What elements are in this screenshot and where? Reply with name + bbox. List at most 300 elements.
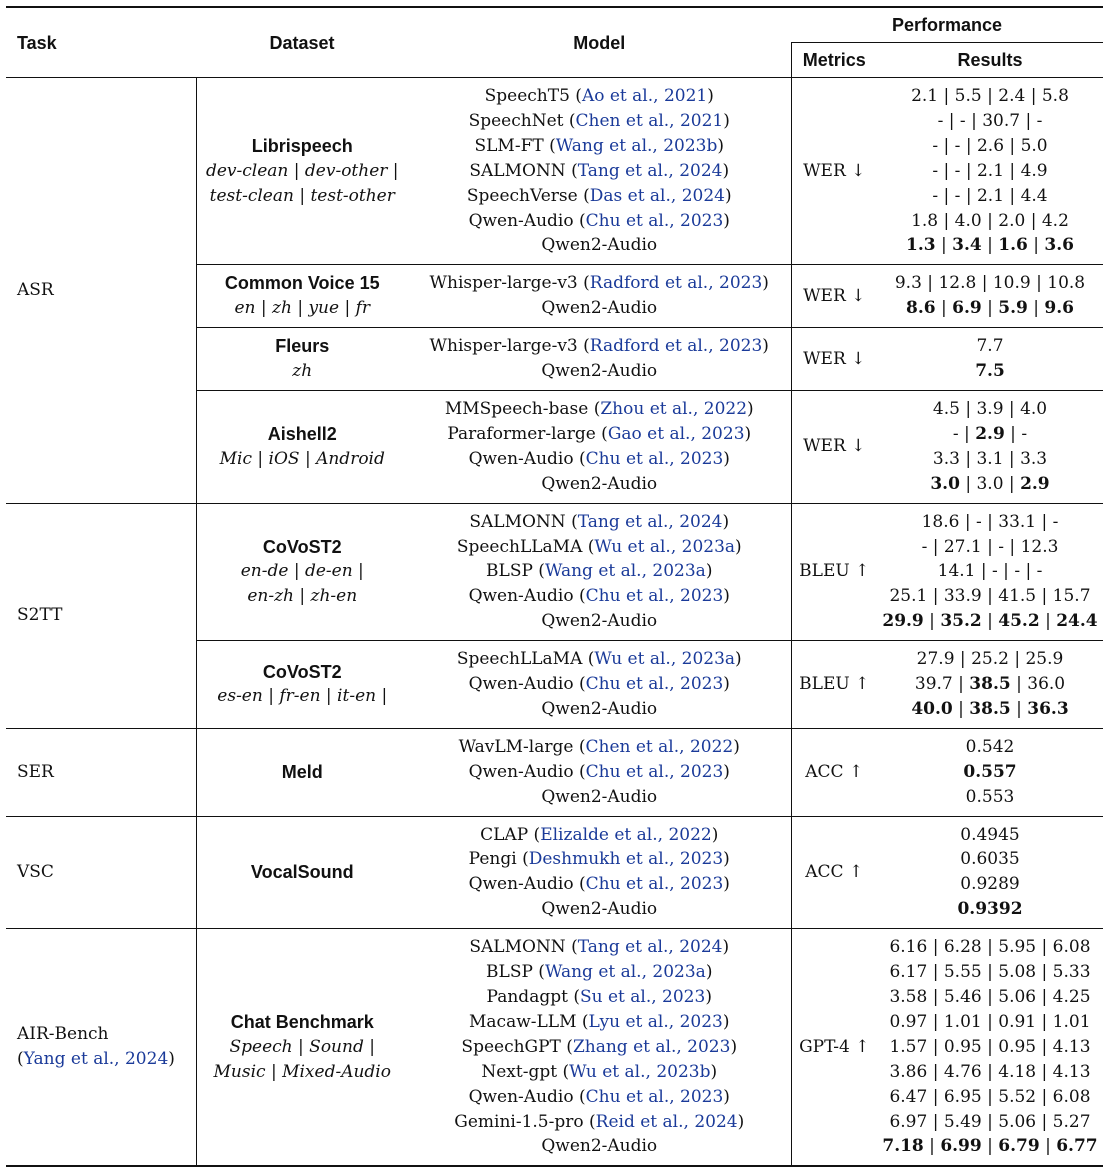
result-value: 41.5 <box>998 586 1037 607</box>
dataset-cell <box>196 390 408 503</box>
citation-link[interactable]: Ao et al., 2021 <box>581 86 708 106</box>
result-value: 5.49 <box>943 1111 982 1132</box>
result-value: 6.28 <box>943 937 982 958</box>
model-entry <box>408 233 791 258</box>
result-value: 5.33 <box>1052 962 1091 983</box>
result-value: 5.5 <box>954 86 982 106</box>
result-value: 2.1 <box>976 185 1005 206</box>
result-entry: 8.6 | 6.9 | 5.9 | 9.6 <box>906 298 1074 319</box>
metric-cell: WER ↓ <box>791 265 877 328</box>
model-name: Qwen2-Audio <box>541 473 658 494</box>
model-name: SpeechNet <box>468 110 564 131</box>
model-name: Qwen2-Audio <box>541 698 658 719</box>
result-entry: 6.17 | 5.55 | 5.08 | 5.33 <box>889 962 1091 983</box>
result-value: 1.01 <box>943 1011 982 1032</box>
model-entry: Qwen-Audio (Chu et al., 2023) <box>468 1086 730 1107</box>
results-cell <box>877 929 1103 1167</box>
model-name: Qwen2-Audio <box>541 611 658 632</box>
result-value: 38.5 <box>969 674 1011 695</box>
model-entry: CLAP (Elizalde et al., 2022) <box>480 824 719 845</box>
result-value: 4.5 <box>932 398 960 419</box>
result-entry: 14.1 | - | - | - <box>937 561 1043 582</box>
model-name: Qwen-Audio <box>468 674 574 695</box>
header-task: Task <box>6 7 196 78</box>
result-value: 3.9 <box>976 398 1004 419</box>
model-entry: WavLM-large (Chen et al., 2022) <box>458 736 740 757</box>
result-value: 3.6 <box>1044 235 1074 256</box>
result-value: 29.9 <box>882 611 924 632</box>
result-value: 0.9289 <box>960 874 1020 895</box>
metric-cell: GPT-4 ↑ <box>791 929 877 1167</box>
result-value: 5.08 <box>998 962 1037 983</box>
citation-link[interactable]: Chu et al., 2023 <box>585 874 724 895</box>
result-value: 5.0 <box>1020 135 1048 156</box>
result-value: 4.2 <box>1041 210 1069 231</box>
result-entry: 6.16 | 6.28 | 5.95 | 6.08 <box>889 937 1091 958</box>
result-value: 0.95 <box>943 1036 982 1057</box>
model-entry: SpeechT5 (Ao et al., 2021) <box>484 86 714 106</box>
metric-cell: BLEU ↑ <box>791 503 877 641</box>
result-value: 6.77 <box>1056 1136 1098 1157</box>
result-value: 6.47 <box>889 1086 928 1107</box>
model-name: CLAP <box>480 824 529 845</box>
model-entry: SALMONN (Tang et al., 2024) <box>469 937 730 958</box>
model-cell <box>408 328 791 391</box>
result-value: 4.0 <box>1020 398 1048 419</box>
result-entry: 29.9 | 35.2 | 45.2 | 24.4 <box>882 611 1098 632</box>
result-entry <box>877 334 1103 359</box>
dataset-split: dev-clean | dev-other | <box>205 160 399 181</box>
result-value: 3.3 <box>932 448 960 469</box>
result-value: - <box>952 423 959 444</box>
citation-link[interactable]: Chu et al., 2023 <box>585 210 724 231</box>
model-entry <box>408 609 791 634</box>
result-entry: 9.3 | 12.8 | 10.9 | 10.8 <box>894 273 1086 294</box>
result-entry <box>877 872 1103 897</box>
result-entry: 39.7 | 38.5 | 36.0 <box>914 674 1066 695</box>
result-value: 1.01 <box>1052 1011 1091 1032</box>
result-entry: 1.3 | 3.4 | 1.6 | 3.6 <box>906 235 1074 256</box>
result-value: 7.18 <box>882 1136 924 1157</box>
header-model: Model <box>408 7 791 78</box>
citation-link[interactable]: Tang et al., 2024 <box>577 160 723 181</box>
result-value: 8.6 <box>906 298 936 319</box>
citation-link[interactable]: Tang et al., 2024 <box>577 937 723 958</box>
result-entry <box>877 847 1103 872</box>
table-row <box>6 503 1103 641</box>
dataset-cell <box>196 328 408 391</box>
model-entry: Gemini-1.5-pro (Reid et al., 2024) <box>454 1111 745 1132</box>
result-value: 4.13 <box>1052 1061 1091 1082</box>
result-value: 7.5 <box>975 361 1005 382</box>
model-entry: Qwen-Audio (Chu et al., 2023) <box>468 874 730 895</box>
result-value: - <box>937 110 944 131</box>
model-name: Qwen-Audio <box>468 1086 574 1107</box>
metric-cell: ACC ↑ <box>791 728 877 816</box>
model-name: Macaw-LLM <box>469 1011 577 1032</box>
citation-link[interactable]: Wu et al., 2023b <box>569 1061 711 1082</box>
metric-cell: BLEU ↑ <box>791 641 877 729</box>
result-value: 4.76 <box>943 1061 982 1082</box>
dataset-split: en-zh | zh-en <box>247 586 358 607</box>
result-value: 1.6 <box>998 235 1028 256</box>
header-metrics: Metrics <box>791 43 877 78</box>
model-name: Qwen2-Audio <box>541 235 658 256</box>
model-name: Qwen-Audio <box>468 874 574 895</box>
result-entry <box>877 785 1103 810</box>
task-citation-line: (Yang et al., 2024) <box>17 1049 175 1070</box>
header-performance: Performance <box>791 7 1103 43</box>
model-name: Whisper-large-v3 <box>429 336 578 357</box>
model-name: SLM-FT <box>474 135 544 156</box>
model-name: BLSP <box>486 561 533 582</box>
result-value: 14.1 <box>937 561 976 582</box>
result-entry: 40.0 | 38.5 | 36.3 <box>911 698 1069 719</box>
result-value: 5.06 <box>998 987 1037 1007</box>
model-entry: Qwen-Audio (Chu et al., 2023) <box>468 210 730 231</box>
result-value: 5.46 <box>943 987 982 1007</box>
model-name: Qwen-Audio <box>468 586 574 607</box>
citation-link[interactable]: Elizalde et al., 2022 <box>540 824 712 845</box>
dataset-split: en | zh | yue | fr <box>234 298 371 319</box>
result-value: 9.6 <box>1044 298 1074 319</box>
model-name: SpeechT5 <box>484 86 570 106</box>
result-value: 6.99 <box>940 1136 982 1157</box>
results-body <box>6 78 1103 1167</box>
result-value: 36.3 <box>1027 698 1069 719</box>
model-name: MMSpeech-base <box>444 398 589 419</box>
model-entry: SLM-FT (Wang et al., 2023b) <box>474 135 724 156</box>
model-entry <box>408 897 791 922</box>
table-row <box>6 728 1103 816</box>
model-entry: Macaw-LLM (Lyu et al., 2023) <box>469 1011 730 1032</box>
result-value: 5.27 <box>1052 1111 1091 1132</box>
dataset-cell <box>196 78 408 265</box>
model-entry: Qwen-Audio (Chu et al., 2023) <box>468 448 730 469</box>
result-value: - <box>975 511 982 532</box>
model-cell <box>408 503 791 641</box>
result-value: 1.8 <box>911 210 939 231</box>
result-value: 2.9 <box>975 423 1005 444</box>
result-value: - <box>1052 511 1059 532</box>
model-name: Qwen2-Audio <box>541 361 658 382</box>
dataset-name: Fleurs <box>275 336 330 357</box>
model-entry <box>408 359 791 384</box>
model-name: Next-gpt <box>481 1061 558 1082</box>
result-value: - <box>1021 423 1028 444</box>
model-name: Qwen2-Audio <box>541 786 658 807</box>
result-value: 5.8 <box>1041 86 1069 106</box>
result-entry: - | - | 2.6 | 5.0 <box>932 135 1048 156</box>
citation-link[interactable]: Radford et al., 2023 <box>589 336 763 357</box>
citation-link[interactable]: Su et al., 2023 <box>579 987 706 1007</box>
result-value: 6.97 <box>889 1111 928 1132</box>
result-value: 2.1 <box>976 160 1005 181</box>
citation-link[interactable]: Chu et al., 2023 <box>585 674 724 695</box>
results-cell <box>877 78 1103 265</box>
dataset-name: Librispeech <box>251 135 353 156</box>
result-entry <box>877 823 1103 848</box>
results-cell <box>877 328 1103 391</box>
result-value: 9.3 <box>894 273 922 294</box>
result-value: - <box>954 185 961 206</box>
metric-cell: ACC ↑ <box>791 816 877 929</box>
result-value: 33.9 <box>943 586 982 607</box>
result-value: 2.6 <box>976 135 1005 156</box>
model-cell <box>408 641 791 729</box>
result-value: 0.557 <box>963 761 1017 782</box>
model-name: Gemini-1.5-pro <box>454 1111 584 1132</box>
model-entry: Qwen-Audio (Chu et al., 2023) <box>468 761 730 782</box>
task-name: VSC <box>17 861 54 882</box>
model-name: Whisper-large-v3 <box>429 273 578 294</box>
model-name: Pengi <box>468 849 517 870</box>
dataset-name: VocalSound <box>250 861 354 882</box>
dataset-split: Mic | iOS | Android <box>219 448 385 469</box>
metric-cell: WER ↓ <box>791 328 877 391</box>
task-name: ASR <box>17 279 54 300</box>
result-value: 4.25 <box>1052 987 1091 1007</box>
model-entry: BLSP (Wang et al., 2023a) <box>486 962 713 983</box>
model-name: Qwen-Audio <box>468 448 574 469</box>
result-entry: 0.97 | 1.01 | 0.91 | 1.01 <box>889 1011 1091 1032</box>
result-value: 2.1 <box>911 86 939 106</box>
citation-link[interactable]: Wang et al., 2023a <box>544 561 706 582</box>
results-table <box>6 6 1103 1167</box>
model-cell <box>408 265 791 328</box>
model-name: WavLM-large <box>458 736 574 757</box>
result-value: 0.542 <box>965 736 1015 757</box>
model-cell <box>408 929 791 1167</box>
results-cell <box>877 728 1103 816</box>
model-name: Pandagpt <box>486 987 568 1007</box>
model-name: SpeechGPT <box>461 1036 561 1057</box>
result-value: 27.1 <box>943 536 982 557</box>
result-value: 0.553 <box>965 786 1015 807</box>
results-cell <box>877 503 1103 641</box>
model-cell <box>408 728 791 816</box>
dataset-cell <box>196 265 408 328</box>
model-name: Qwen-Audio <box>468 210 574 231</box>
result-value: 25.2 <box>971 649 1009 670</box>
citation-link[interactable]: Chen et al., 2021 <box>575 110 724 131</box>
citation-link[interactable]: Chen et al., 2022 <box>585 736 734 757</box>
citation-link[interactable]: Reid et al., 2024 <box>595 1111 738 1132</box>
model-entry <box>408 472 791 497</box>
model-cell <box>408 390 791 503</box>
result-value: 27.9 <box>916 649 955 670</box>
citation-link[interactable]: Chu et al., 2023 <box>585 448 724 469</box>
result-value: - <box>1014 561 1021 582</box>
dataset-cell <box>196 641 408 729</box>
result-entry: 6.97 | 5.49 | 5.06 | 5.27 <box>889 1111 1091 1132</box>
result-value: 3.58 <box>889 987 928 1007</box>
dataset-name: Meld <box>281 761 323 782</box>
result-value: 3.86 <box>889 1061 928 1082</box>
metric-cell: WER ↓ <box>791 78 877 265</box>
results-cell <box>877 641 1103 729</box>
result-value: 3.0 <box>976 473 1004 494</box>
result-entry: - | - | 2.1 | 4.9 <box>932 160 1048 181</box>
result-value: 35.2 <box>940 611 982 632</box>
result-value: - <box>954 135 961 156</box>
result-value: 15.7 <box>1052 586 1091 607</box>
result-value: - <box>1036 110 1043 131</box>
result-value: 1.3 <box>906 235 936 256</box>
header-results: Results <box>877 43 1103 78</box>
dataset-name: Common Voice 15 <box>224 273 380 294</box>
result-entry: - | - | 30.7 | - <box>937 110 1043 131</box>
model-entry: Qwen-Audio (Chu et al., 2023) <box>468 586 730 607</box>
citation-link[interactable]: Gao et al., 2023 <box>607 423 745 444</box>
model-entry: MMSpeech-base (Zhou et al., 2022) <box>444 398 754 419</box>
result-value: 1.57 <box>889 1036 928 1057</box>
citation-link[interactable]: Deshmukh et al., 2023 <box>528 849 724 870</box>
result-entry: 7.18 | 6.99 | 6.79 | 6.77 <box>882 1136 1098 1157</box>
result-value: - <box>954 160 961 181</box>
citation-link[interactable]: Wu et al., 2023a <box>594 649 736 670</box>
task-cell <box>6 728 196 816</box>
result-value: 4.4 <box>1020 185 1048 206</box>
result-value: - <box>998 536 1005 557</box>
result-value: 45.2 <box>998 611 1040 632</box>
model-name: SALMONN <box>469 511 566 532</box>
model-name: SALMONN <box>469 937 566 958</box>
result-value: 0.91 <box>998 1011 1037 1032</box>
result-entry <box>877 760 1103 785</box>
citation-link[interactable]: Wang et al., 2023a <box>544 962 706 983</box>
result-value: 3.1 <box>976 448 1004 469</box>
model-entry: SpeechGPT (Zhang et al., 2023) <box>461 1036 738 1057</box>
result-value: 4.0 <box>954 210 982 231</box>
model-entry <box>408 1134 791 1159</box>
result-value: 6.16 <box>889 937 928 958</box>
citation-link[interactable]: Chu et al., 2023 <box>585 761 724 782</box>
result-value: 2.4 <box>998 86 1026 106</box>
citation-link[interactable]: Lyu et al., 2023 <box>588 1011 723 1032</box>
task-cell <box>6 816 196 929</box>
result-entry: 3.0 | 3.0 | 2.9 <box>930 473 1050 494</box>
citation-link[interactable]: Wang et al., 2023b <box>555 135 718 156</box>
result-value: 5.9 <box>998 298 1028 319</box>
result-entry: 3.86 | 4.76 | 4.18 | 4.13 <box>889 1061 1091 1082</box>
citation-link[interactable]: Zhang et al., 2023 <box>572 1036 731 1057</box>
result-value: 2.9 <box>1020 473 1050 494</box>
result-value: 3.4 <box>952 235 982 256</box>
model-entry: SALMONN (Tang et al., 2024) <box>469 511 730 532</box>
model-cell <box>408 78 791 265</box>
result-entry: 2.1 | 5.5 | 2.4 | 5.8 <box>911 86 1069 106</box>
task-cell <box>6 78 196 504</box>
dataset-split: es-en | fr-en | it-en | <box>217 686 388 707</box>
result-value: 10.8 <box>1047 273 1086 294</box>
citation-link[interactable]: Wu et al., 2023a <box>594 536 736 557</box>
result-value: 4.13 <box>1052 1036 1091 1057</box>
result-entry: 25.1 | 33.9 | 41.5 | 15.7 <box>889 586 1091 607</box>
result-value: - <box>1036 561 1043 582</box>
result-value: 2.0 <box>998 210 1026 231</box>
result-value: 6.08 <box>1052 1086 1091 1107</box>
result-value: 38.5 <box>969 698 1011 719</box>
model-entry: SpeechLLaMA (Wu et al., 2023a) <box>456 649 742 670</box>
result-value: 40.0 <box>911 698 953 719</box>
result-value: 3.0 <box>930 473 960 494</box>
citation-link[interactable]: Yang et al., 2024 <box>23 1049 169 1070</box>
result-value: 0.6035 <box>960 849 1020 870</box>
citation-link[interactable]: Tang et al., 2024 <box>577 511 723 532</box>
result-entry: 27.9 | 25.2 | 25.9 <box>916 649 1064 670</box>
result-entry: 6.47 | 6.95 | 5.52 | 6.08 <box>889 1086 1091 1107</box>
model-name: Qwen2-Audio <box>541 899 658 920</box>
model-entry: Pandagpt (Su et al., 2023) <box>486 987 712 1007</box>
result-value: 5.95 <box>998 937 1037 958</box>
dataset-split: Speech | Sound | <box>229 1036 375 1057</box>
result-value: 39.7 <box>914 674 953 695</box>
result-entry: 1.57 | 0.95 | 0.95 | 4.13 <box>889 1036 1091 1057</box>
result-entry: 1.8 | 4.0 | 2.0 | 4.2 <box>911 210 1069 231</box>
results-cell <box>877 390 1103 503</box>
result-entry <box>877 735 1103 760</box>
result-entry: 4.5 | 3.9 | 4.0 <box>932 398 1048 419</box>
model-entry: BLSP (Wang et al., 2023a) <box>486 561 713 582</box>
dataset-name: Chat Benchmark <box>230 1011 374 1032</box>
result-value: 36.0 <box>1027 674 1066 695</box>
result-value: - <box>932 135 939 156</box>
citation-link[interactable]: Radford et al., 2023 <box>589 273 763 294</box>
citation-link[interactable]: Chu et al., 2023 <box>585 586 724 607</box>
result-value: - <box>921 536 928 557</box>
dataset-split: zh <box>292 361 313 382</box>
result-entry: - | 27.1 | - | 12.3 <box>921 536 1059 557</box>
citation-link[interactable]: Chu et al., 2023 <box>585 1086 724 1107</box>
result-value: 6.17 <box>889 962 928 983</box>
model-cell <box>408 816 791 929</box>
result-value: - <box>959 110 966 131</box>
result-value: 6.79 <box>998 1136 1040 1157</box>
citation-link[interactable]: Das et al., 2024 <box>589 185 725 206</box>
header-dataset: Dataset <box>196 7 408 78</box>
result-value: 10.9 <box>992 273 1031 294</box>
metric-cell: WER ↓ <box>791 390 877 503</box>
dataset-split: test-clean | test-other <box>209 185 395 206</box>
model-name: Qwen-Audio <box>468 761 574 782</box>
dataset-cell <box>196 816 408 929</box>
model-entry: SALMONN (Tang et al., 2024) <box>469 160 730 181</box>
dataset-split: en-de | de-en | <box>240 561 364 582</box>
result-entry: 18.6 | - | 33.1 | - <box>921 511 1059 532</box>
result-entry: 3.3 | 3.1 | 3.3 <box>932 448 1048 469</box>
model-name: SALMONN <box>469 160 566 181</box>
table-row <box>6 816 1103 929</box>
result-value: 6.9 <box>952 298 982 319</box>
result-entry <box>877 897 1103 922</box>
result-value: 0.9392 <box>957 899 1023 920</box>
dataset-cell <box>196 929 408 1167</box>
result-value: 6.08 <box>1052 937 1091 958</box>
result-entry <box>877 359 1103 384</box>
dataset-split: Music | Mixed-Audio <box>213 1061 391 1082</box>
model-entry <box>408 296 791 321</box>
citation-link[interactable]: Zhou et al., 2022 <box>600 398 748 419</box>
model-entry <box>408 785 791 810</box>
result-value: 3.3 <box>1020 448 1048 469</box>
result-value: 5.52 <box>998 1086 1037 1107</box>
result-entry: - | - | 2.1 | 4.4 <box>932 185 1048 206</box>
dataset-cell <box>196 728 408 816</box>
model-entry: SpeechLLaMA (Wu et al., 2023a) <box>456 536 742 557</box>
model-name: Qwen2-Audio <box>541 298 658 319</box>
dataset-cell <box>196 503 408 641</box>
